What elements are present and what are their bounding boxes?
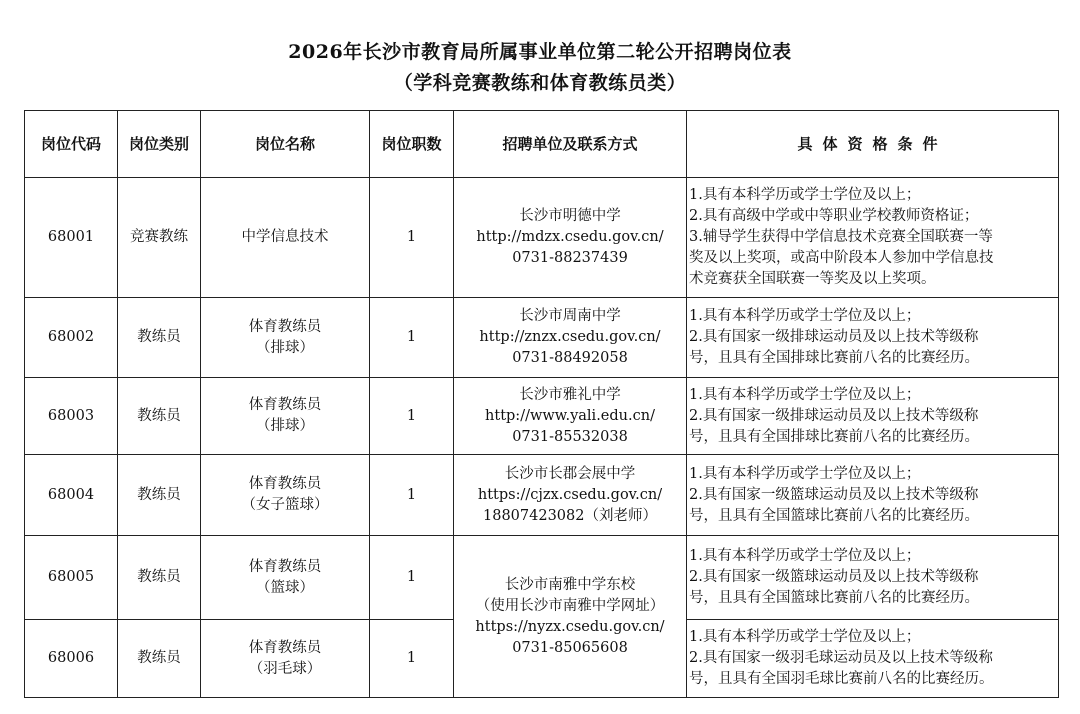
table-row: [25, 455, 1059, 536]
position-code: 68001: [25, 178, 118, 298]
position-name-line1: 体育教练员: [248, 639, 322, 656]
header-name: 岗位名称: [201, 111, 370, 178]
unit-url: http://mdzx.csedu.gov.cn/: [476, 229, 664, 245]
unit-contact-shared: [454, 536, 687, 698]
unit-name: 长沙市雅礼中学: [519, 386, 621, 403]
condition-line: 2.具有国家一级篮球运动员及以上技术等级称: [689, 569, 979, 585]
position-name-line2: （篮球）: [256, 579, 314, 596]
condition-line: 1.具有本科学历或学士学位及以上；: [689, 629, 921, 645]
header-unit: 招聘单位及联系方式: [454, 111, 687, 178]
conditions: [687, 378, 1059, 455]
header-conditions: 具体资格条件: [687, 111, 1059, 178]
condition-line: 1.具有本科学历或学士学位及以上；: [689, 386, 921, 403]
position-category: 教练员: [118, 378, 201, 455]
conditions: [687, 455, 1059, 536]
position-name-line1: 体育教练员: [248, 318, 322, 335]
positions-table: [24, 110, 1059, 698]
unit-contact: [454, 378, 687, 455]
position-count: 1: [370, 298, 454, 378]
condition-line: 号，且具有全国篮球比赛前八名的比赛经历。: [689, 507, 979, 524]
position-category: 教练员: [118, 536, 201, 620]
table-row: [25, 298, 1059, 378]
conditions: [687, 536, 1059, 620]
position-name-line1: 中学信息技术: [241, 229, 329, 245]
condition-line: 1.具有本科学历或学士学位及以上；: [689, 187, 921, 203]
unit-url: https://nyzx.csedu.gov.cn/: [475, 618, 665, 635]
unit-contact: [454, 455, 687, 536]
position-name-line1: 体育教练员: [248, 476, 322, 492]
condition-line: 1.具有本科学历或学士学位及以上；: [689, 548, 921, 564]
position-code: 68002: [25, 298, 118, 378]
conditions: [687, 298, 1059, 378]
position-code: 68004: [25, 455, 118, 536]
position-name-line2: （排球）: [256, 339, 314, 356]
unit-name: 长沙市周南中学: [519, 308, 621, 324]
unit-name: 长沙市长郡会展中学: [504, 465, 636, 482]
condition-line: 2.具有国家一级排球运动员及以上技术等级称: [689, 329, 979, 345]
position-count: 1: [370, 378, 454, 455]
header-row: [25, 111, 1059, 178]
condition-line: 2.具有国家一级排球运动员及以上技术等级称: [689, 407, 979, 424]
position-name-line2: （羽毛球）: [248, 660, 322, 677]
table-row: [25, 178, 1059, 298]
unit-name: 长沙市南雅中学东校: [504, 576, 636, 593]
position-category: 教练员: [118, 620, 201, 698]
position-count: 1: [370, 178, 454, 298]
position-name: [201, 536, 370, 620]
header-code: 岗位代码: [25, 111, 118, 178]
unit-phone: 0731-88237439: [512, 250, 628, 266]
table-row: [25, 378, 1059, 455]
position-code: 68003: [25, 378, 118, 455]
position-name: [201, 378, 370, 455]
unit-phone: 0731-85065608: [512, 639, 628, 656]
condition-line: 2.具有高级中学或中等职业学校教师资格证；: [689, 208, 979, 224]
condition-line: 号，且具有全国排球比赛前八名的比赛经历。: [689, 350, 979, 366]
condition-line: 2.具有国家一级篮球运动员及以上技术等级称: [689, 486, 979, 503]
position-name: [201, 298, 370, 378]
position-count: 1: [370, 455, 454, 536]
position-category: 竞赛教练: [118, 178, 201, 298]
unit-url: https://cjzx.csedu.gov.cn/: [477, 486, 663, 503]
position-count: 1: [370, 536, 454, 620]
position-code: 68006: [25, 620, 118, 698]
position-name-line1: 体育教练员: [248, 397, 322, 413]
unit-contact: [454, 178, 687, 298]
page-title: 2026年长沙市教育局所属事业单位第二轮公开招聘岗位表: [288, 41, 792, 63]
condition-line: 2.具有国家一级羽毛球运动员及以上技术等级称: [689, 650, 993, 666]
position-name: [201, 455, 370, 536]
unit-phone: 0731-85532038: [512, 428, 628, 445]
condition-line: 1.具有本科学历或学士学位及以上；: [689, 308, 921, 324]
position-name-line1: 体育教练员: [248, 558, 322, 575]
condition-line: 号，且具有全国羽毛球比赛前八名的比赛经历。: [689, 671, 994, 687]
position-category: 教练员: [118, 298, 201, 378]
unit-name: 长沙市明德中学: [519, 208, 621, 224]
unit-contact: [454, 298, 687, 378]
unit-url: http://www.yali.edu.cn/: [485, 407, 655, 424]
condition-line: 1.具有本科学历或学士学位及以上；: [689, 465, 921, 482]
condition-line: 术竞赛获全国联赛一等奖及以上奖项。: [689, 271, 936, 287]
position-name-line2: （女子篮球）: [241, 497, 329, 513]
unit-note: （使用长沙市南雅中学网址）: [475, 597, 665, 614]
position-name: [201, 620, 370, 698]
condition-line: 3.辅导学生获得中学信息技术竞赛全国联赛一等: [689, 229, 993, 245]
unit-phone: 0731-88492058: [512, 350, 628, 366]
header-category: 岗位类别: [118, 111, 201, 178]
position-name: [201, 178, 370, 298]
condition-line: 号，且具有全国排球比赛前八名的比赛经历。: [689, 428, 979, 445]
conditions: [687, 620, 1059, 698]
position-category: 教练员: [118, 455, 201, 536]
header-count: 岗位职数: [370, 111, 454, 178]
conditions: [687, 178, 1059, 298]
condition-line: 奖及以上奖项，或高中阶段本人参加中学信息技: [689, 250, 994, 266]
position-count: 1: [370, 620, 454, 698]
condition-line: 号，且具有全国篮球比赛前八名的比赛经历。: [689, 590, 979, 606]
position-name-line2: （排球）: [256, 418, 314, 434]
page-subtitle: （学科竞赛教练和体育教练员类）: [393, 72, 687, 94]
position-code: 68005: [25, 536, 118, 620]
unit-phone: 18807423082（刘老师）: [483, 507, 657, 524]
unit-url: http://znzx.csedu.gov.cn/: [479, 329, 661, 345]
table-row: [25, 536, 1059, 620]
